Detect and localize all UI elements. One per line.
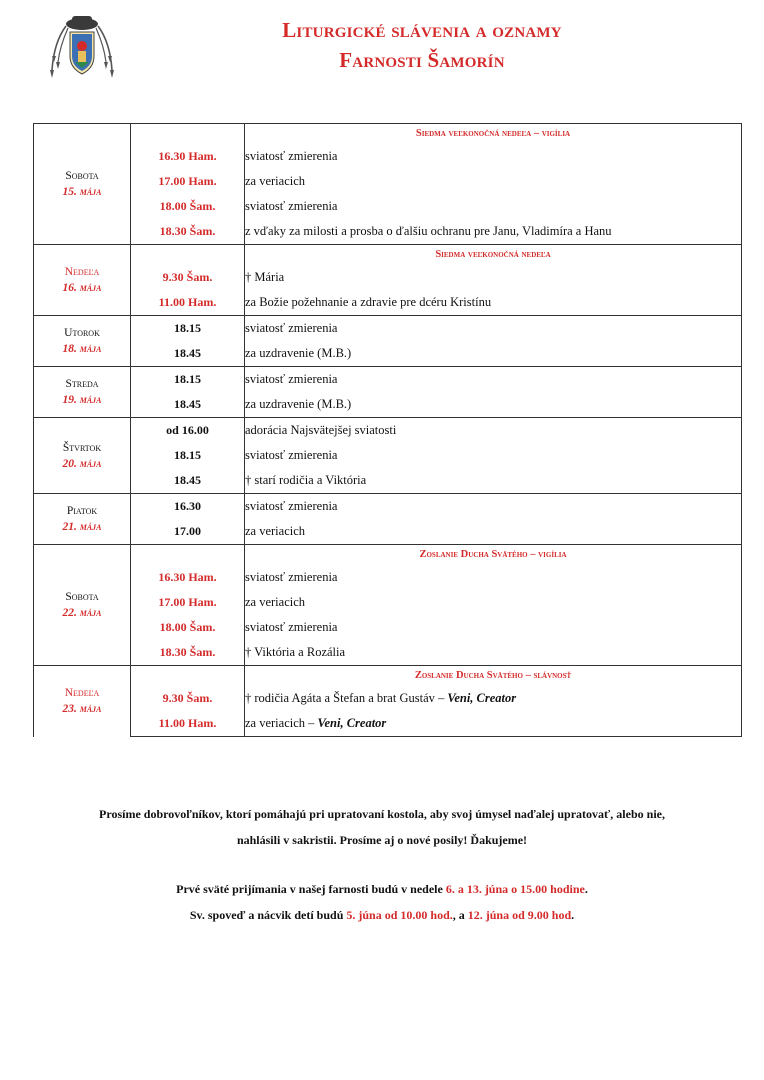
mass-intention (245, 265, 742, 290)
day-date: 15. mája (62, 186, 102, 198)
hymn-name: Veni, Creator (317, 716, 387, 730)
mass-time: 9.30 Šam. (131, 265, 245, 290)
schedule-table (33, 123, 742, 737)
communion-notice (30, 876, 734, 902)
hymn-name: Veni, Creator (447, 691, 517, 705)
day-date: 18. mája (62, 343, 102, 355)
day-date: 23. mája (62, 703, 102, 716)
schedule-row (34, 545, 742, 566)
mass-intention (245, 341, 742, 367)
page-title: Liturgické slávenia a oznamy (282, 18, 562, 42)
day-date: 19. mája (62, 394, 102, 406)
intention-text: za veriacich – (245, 716, 318, 730)
day-date: 16. mája (62, 282, 102, 294)
day-cell (34, 494, 131, 545)
mass-time: 9.30 Šam. (131, 686, 245, 711)
mass-intention (245, 565, 742, 590)
intention-text: za uzdravenie (M.B.) (245, 397, 352, 411)
volunteers-notice-line2: nahlásili v sakristii. Prosíme aj o nové posily! Ďakujeme! (236, 833, 528, 847)
schedule-row (34, 686, 742, 711)
mass-time: 16.30 Ham. (131, 144, 245, 169)
mass-intention (245, 392, 742, 418)
day-cell (34, 545, 131, 666)
schedule-row (34, 367, 742, 393)
mass-time: 18.30 Šam. (131, 640, 245, 666)
day-date: 22. mája (62, 607, 102, 619)
mass-intention (245, 640, 742, 666)
intention-text: sviatosť zmierenia (245, 199, 338, 213)
day-name: Sobota (65, 170, 99, 182)
schedule-row (34, 144, 742, 169)
mass-time: 18.45 (131, 468, 245, 494)
volunteers-notice-line1: Prosíme dobrovoľníkov, ktorí pomáhajú pri upratovaní kostola, aby svoj úmysel naďalej upratovať, alebo nie, (99, 807, 665, 821)
schedule-row (34, 519, 742, 545)
day-date: 21. mája (62, 521, 102, 533)
mass-intention (245, 519, 742, 545)
intention-text: adorácia Najsvätejšej sviatosti (245, 423, 397, 437)
mass-intention (245, 468, 742, 494)
schedule-row (34, 219, 742, 245)
confession-notice (30, 902, 734, 928)
schedule-row (34, 590, 742, 615)
intention-text: z vďaky za milosti a prosba o ďalšiu ochranu pre Janu, Vladimíra a Hanu (245, 224, 612, 238)
day-name: Streda (65, 378, 99, 390)
schedule-row (34, 494, 742, 520)
mass-time: 18.30 Šam. (131, 219, 245, 245)
intention-text: za uzdravenie (M.B.) (245, 346, 352, 360)
schedule-row (34, 711, 742, 737)
mass-intention (245, 615, 742, 640)
day-cell (34, 666, 131, 737)
intention-text: sviatosť zmierenia (245, 372, 338, 386)
mass-time: 17.00 Ham. (131, 590, 245, 615)
intention-text: † Mária (245, 270, 285, 284)
intention-text: za veriacich (245, 595, 306, 609)
mass-time: 16.30 Ham. (131, 565, 245, 590)
schedule-row (34, 565, 742, 590)
schedule-row (34, 341, 742, 367)
schedule-row (34, 265, 742, 290)
confession-date-1: 5. júna od 10.00 hod. (346, 908, 453, 922)
mass-intention (245, 169, 742, 194)
intention-text: † starí rodičia a Viktória (245, 473, 367, 487)
mass-time: 16.30 (131, 494, 245, 520)
confession-separator: , a (452, 908, 468, 922)
intention-text: sviatosť zmierenia (245, 499, 338, 513)
schedule-row (34, 124, 742, 145)
mass-time: 18.15 (131, 367, 245, 393)
day-name: Piatok (66, 505, 98, 517)
mass-time: 11.00 Ham. (131, 290, 245, 316)
mass-time: 18.45 (131, 392, 245, 418)
schedule-row (34, 316, 742, 342)
day-cell (34, 418, 131, 494)
schedule-row (34, 418, 742, 444)
time-cell-empty (131, 666, 245, 687)
schedule-row (34, 468, 742, 494)
feast-title: Zoslanie Ducha Svätého – slávnosť (245, 666, 742, 687)
intention-text: † Viktória a Rozália (245, 645, 346, 659)
time-cell-empty (131, 545, 245, 566)
mass-intention (245, 194, 742, 219)
schedule-row (34, 169, 742, 194)
intention-text: za Božie požehnanie a zdravie pre dcéru Kristínu (245, 295, 492, 309)
intention-text: za veriacich (245, 524, 306, 538)
communion-dates: 6. a 13. júna o 15.00 hodine (445, 882, 585, 896)
day-name: Štvrtok (62, 441, 102, 454)
day-cell (34, 124, 131, 245)
schedule-row (34, 245, 742, 266)
mass-intention (245, 219, 742, 245)
parish-name: Farnosti Šamorín (339, 48, 505, 72)
intention-text: sviatosť zmierenia (245, 321, 338, 335)
schedule-row (34, 615, 742, 640)
mass-intention (245, 290, 742, 316)
confession-date-2: 12. júna od 9.00 hod (467, 908, 572, 922)
mass-time: 18.00 Šam. (131, 194, 245, 219)
mass-intention (245, 686, 742, 711)
confession-end: . (571, 908, 575, 922)
mass-time: 18.15 (131, 443, 245, 468)
intention-text: sviatosť zmierenia (245, 570, 338, 584)
confession-text: Sv. spoveď a nácvik detí budú (189, 908, 347, 922)
schedule-row (34, 666, 742, 687)
day-name: Sobota (65, 591, 99, 603)
day-cell (34, 367, 131, 418)
schedule-row (34, 392, 742, 418)
day-name: Nedeľa (64, 687, 100, 700)
schedule-row (34, 640, 742, 666)
mass-intention (245, 590, 742, 615)
mass-intention (245, 418, 742, 444)
day-cell (34, 245, 131, 316)
time-cell-empty (131, 124, 245, 145)
time-cell-empty (131, 245, 245, 266)
mass-time: 18.15 (131, 316, 245, 342)
day-name: Utorok (64, 327, 100, 339)
mass-intention (245, 494, 742, 520)
mass-time: 17.00 Ham. (131, 169, 245, 194)
mass-time: 18.45 (131, 341, 245, 367)
feast-title: Zoslanie Ducha Svätého – vigília (245, 545, 742, 566)
mass-intention (245, 711, 742, 737)
schedule-row (34, 443, 742, 468)
mass-time: od 16.00 (131, 418, 245, 444)
feast-title: Siedma veľkonočná nedeľa (245, 245, 742, 266)
mass-intention (245, 443, 742, 468)
day-cell (34, 316, 131, 367)
mass-intention (245, 144, 742, 169)
mass-intention (245, 367, 742, 393)
intention-text: † rodičia Agáta a Štefan a brat Gustáv – (245, 691, 448, 705)
mass-time: 11.00 Ham. (131, 711, 245, 737)
feast-title: Siedma veľkonočná nedeľa – vigília (245, 124, 742, 145)
intention-text: sviatosť zmierenia (245, 149, 338, 163)
mass-intention (245, 316, 742, 342)
mass-time: 17.00 (131, 519, 245, 545)
intention-text: sviatosť zmierenia (245, 620, 338, 634)
communion-text: Prvé sväté prijímania v našej farnosti budú v nedele (176, 882, 446, 896)
day-name: Nedeľa (64, 266, 100, 278)
intention-text: za veriacich (245, 174, 306, 188)
communion-end: . (584, 882, 588, 896)
mass-time: 18.00 Šam. (131, 615, 245, 640)
day-date: 20. mája (62, 457, 102, 470)
intention-text: sviatosť zmierenia (245, 448, 338, 462)
schedule-row (34, 194, 742, 219)
schedule-row (34, 290, 742, 316)
